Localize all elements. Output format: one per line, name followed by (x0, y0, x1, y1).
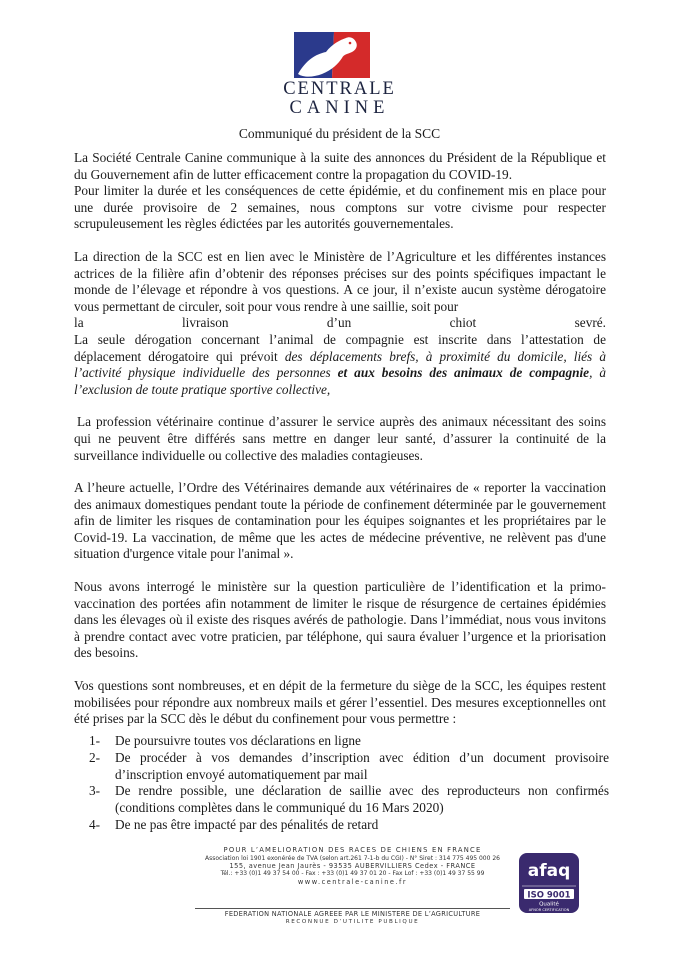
paragraph-veterinary: La profession vétérinaire continue d’assurer le service auprès des animaux nécessitant des soins qui ne peuvent être différés sans mettre en danger leur santé, d’assurer la continuité de la surveillance individuelle ou collective des maladies contagieuses. (74, 414, 606, 463)
footer-tagline: POUR L’AMELIORATION DES RACES DE CHIENS EN FRANCE (223, 846, 482, 854)
list-item-text: De rendre possible, une déclaration de saillie avec des reproducteurs non confirmés (conditions complètes dans le communiqué du 16 Mars 2020) (115, 783, 609, 816)
list-item-number: 2- (89, 749, 101, 765)
communique-body (74, 150, 606, 728)
derogation-end: , à l’exclusion de toute pratique sportive collective, (74, 365, 607, 397)
derogation-bold: et aux besoins des animaux de compagnie (330, 365, 590, 381)
derogation-text: La seule dérogation concernant l’animal de compagnie est inscrite dans l’attestation de déplacement dérogatoire qui prévoit (74, 331, 606, 364)
footer-website-link[interactable]: www.centrale-canine.fr (297, 878, 408, 886)
afaq-cert: AFNOR CERTIFICATION (528, 908, 570, 912)
paragraph-ordre: A l’heure actuelle, l’Ordre des Vétérinaires demande aux vétérinaires de « reporter la vaccination des animaux domestiques pendant toute la période de confinement déterminée par le gouvernement afin de limiter les risques de contamination pour les équipes soignantes et les propriétaires par le Covid-19. La vaccination, de même que les actes de médecine préventive, ne relèvent pas d'une situation d'urgence vitale pour l'animal ». (74, 480, 606, 562)
paragraph-ministere: Nous avons interrogé le ministère sur la question particulière de l’identification et la primo-vaccination des portées afin notamment de limiter le risque de résurgence de certaines épidémies dans les élevages où il existe des risques avérés de pathologie. Dans l’immédiat, nous vous invitons à prendre contact avec votre praticien, par téléphone, qui saura évaluer l’urgence et la priorisation des besoins. (74, 579, 606, 661)
afaq-iso-badge-icon (518, 852, 580, 914)
list-item-text: De ne pas être impacté par des pénalités de retard (115, 816, 379, 832)
measures-list (89, 733, 609, 834)
communique-title: Communiqué du président de la SCC (238, 126, 441, 141)
footer-address-block (195, 846, 510, 886)
list-item-number: 1- (89, 733, 101, 748)
list-item (89, 750, 609, 784)
paragraph-direction-last-line: la livraison d’un chiot sevré. (74, 315, 606, 331)
brand-name-line2: CANINE (289, 98, 390, 118)
paragraph-derogation (74, 332, 606, 398)
afaq-label: Qualité (539, 901, 559, 908)
footer-phone: Tél.: +33 (0)1 49 37 54 00 - Fax : +33 (0)1 49 37 01 20 - Fax Lof : +33 (0)1 49 37 55 99 (220, 870, 485, 877)
list-item-number: 3- (89, 783, 101, 799)
footer-federation: FEDERATION NATIONALE AGREEE PAR LE MINISTERE DE L’AGRICULTURE (224, 910, 481, 918)
list-item (89, 733, 609, 750)
footer-address: 155, avenue Jean Jaurès - 93535 AUBERVILLIERS Cedex - FRANCE (229, 862, 476, 870)
list-item (89, 817, 609, 834)
footer-divider (195, 908, 510, 909)
footer-utilite: RECONNUE D’UTILITE PUBLIQUE (285, 919, 420, 925)
list-item-number: 4- (89, 816, 101, 832)
brand-name-line1: CENTRALE (283, 79, 396, 99)
paragraph-direction: La direction de la SCC est en lien avec le Ministère de l’Agriculture et les différentes instances actrices de la filière afin d’obtenir des réponses précises sur des points spécifiques impactant le monde de l’élevage et répondre à vos questions. A ce jour, il n’existe aucun système dérogatoire vous permettant de circuler, soit pour vous rendre à une saillie, soit pour (74, 248, 606, 314)
footer-legal: Association loi 1901 exonérée de TVA (selon art.261 7-1-b du CGI) - N° Siret : 314 775 495 000 26 (205, 855, 500, 862)
afaq-brand: afaq (527, 861, 571, 881)
paragraph-intro: La Société Centrale Canine communique à la suite des annonces du Président de la République et du Gouvernement afin de lutter efficacement contre la propagation du COVID-19. (74, 150, 606, 182)
derogation-italic: des déplacements brefs, à proximité du domicile, liés à l’activité physique individuelle des personnes (74, 348, 606, 381)
list-item-text: De poursuivre toutes vos déclarations en ligne (115, 733, 361, 748)
paragraph-confinement: Pour limiter la durée et les conséquences de cette épidémie, et du confinement mis en place pour une durée provisoire de 2 semaines, nous comptons sur votre civisme pour respecter scrupuleusement les règles édictées par les autorités gouvernementales. (74, 183, 606, 232)
paragraph-questions: Vos questions sont nombreuses, et en dépit de la fermeture du siège de la SCC, les équipes restent mobilisées pour répondre aux nombreux mails et gérer l’essentiel. Des mesures exceptionnelles ont été prises par la SCC dès le début du confinement pour vous permettre : (74, 678, 606, 727)
centrale-canine-logo-icon (292, 30, 372, 80)
list-item (89, 783, 609, 817)
list-item-text: De procéder à vos demandes d’inscription avec édition d’un document provisoire d’inscription envoyé automatiquement par mail (115, 749, 609, 782)
afaq-iso: ISO 9001 (527, 890, 571, 901)
